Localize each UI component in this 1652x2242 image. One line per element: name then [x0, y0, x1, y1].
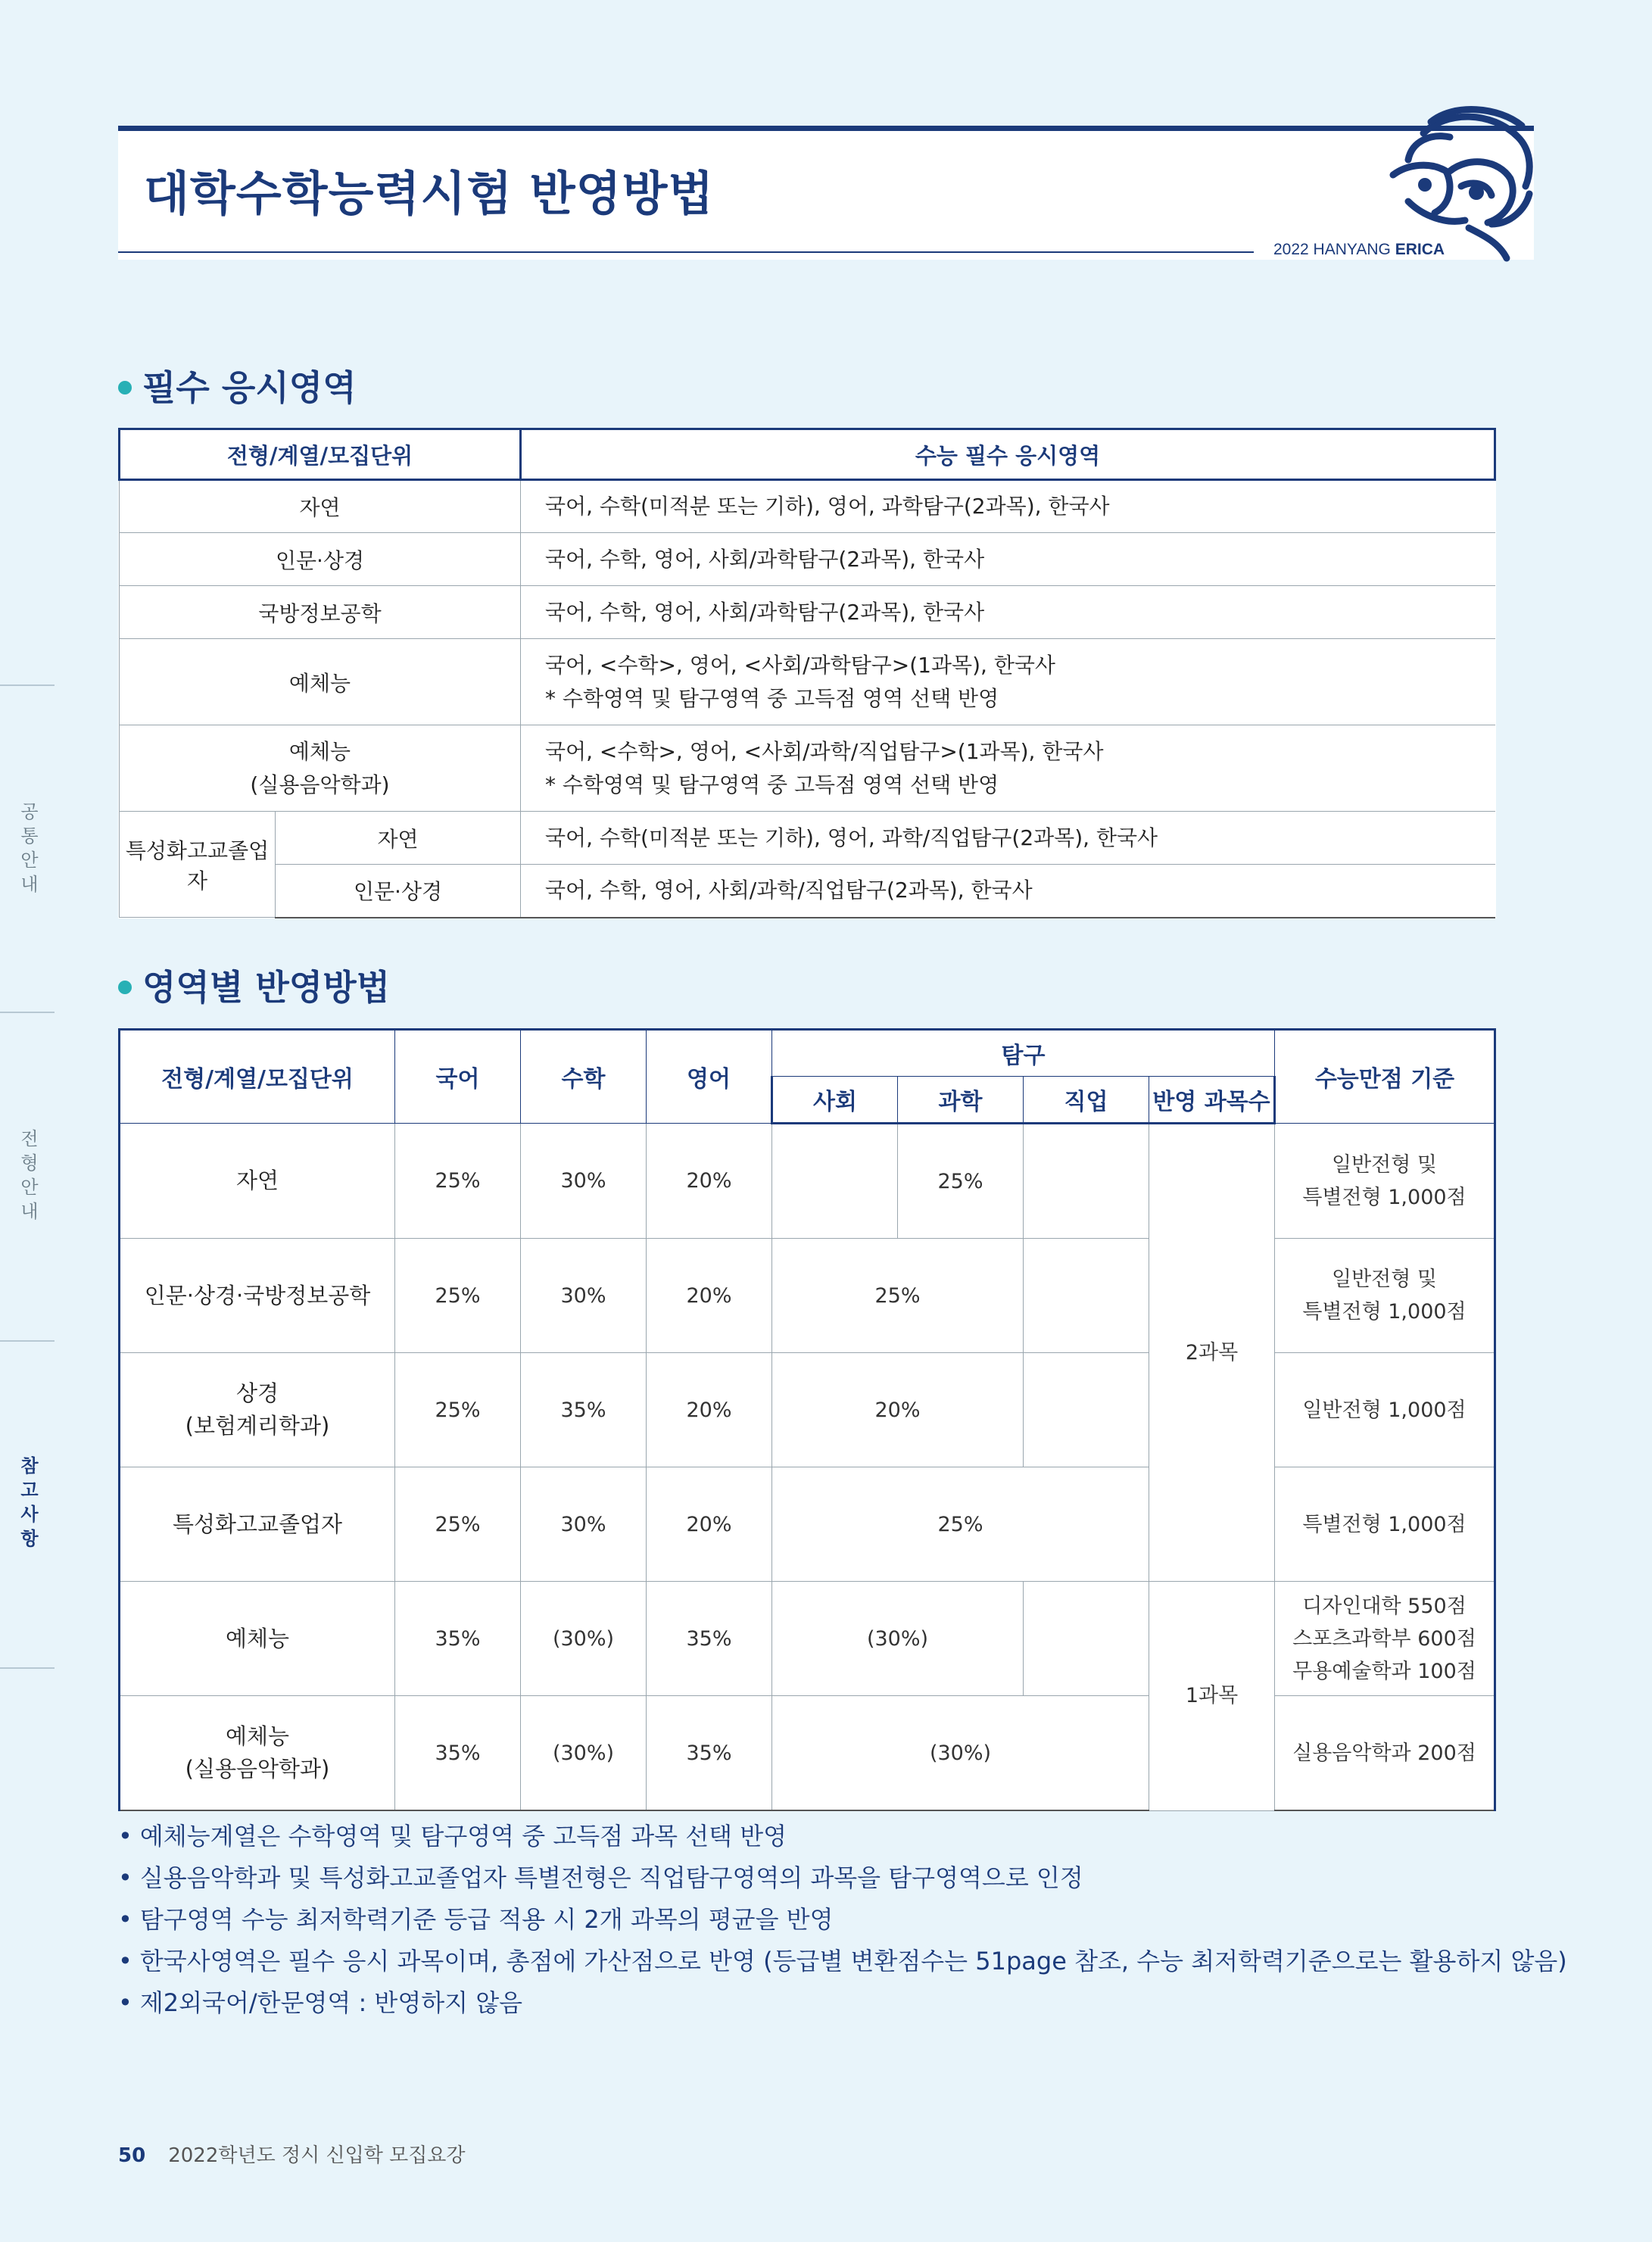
table-row — [120, 812, 1495, 865]
col-header-korean: 국어 — [395, 1030, 521, 1124]
section-title-required — [118, 360, 357, 410]
section-title-text: 필수 응시영역 — [142, 367, 357, 408]
vocational-cell — [1024, 1239, 1149, 1353]
math-cell: (30%) — [521, 1582, 647, 1696]
unit-line: 상경 — [235, 1380, 279, 1406]
table-row — [120, 865, 1495, 918]
document-name: 2022학년도 정시 신입학 모집요강 — [168, 2144, 466, 2167]
korean-cell: 35% — [395, 1696, 521, 1811]
full-score-line: 스포츠과학부 600점 — [1292, 1626, 1476, 1651]
full-score-cell: 실용음악학과 200점 — [1275, 1696, 1495, 1811]
unit-cell: 예체능 — [120, 639, 521, 725]
note-item: • 제2외국어/한문영역 : 반영하지 않음 — [118, 1982, 1567, 2024]
weighting-table — [118, 1028, 1496, 1811]
subjects-cell: 국어, 수학, 영어, 사회/과학/직업탐구(2과목), 한국사 — [521, 865, 1495, 918]
col-header-inquiry: 탐구 — [772, 1030, 1275, 1077]
subjects-cell: 국어, 수학, 영어, 사회/과학탐구(2과목), 한국사 — [521, 533, 1495, 586]
table-row — [120, 480, 1495, 533]
full-score-line: 디자인대학 550점 — [1302, 1594, 1467, 1618]
full-score-cell — [1275, 1239, 1495, 1353]
full-score-cell: 일반전형 1,000점 — [1275, 1353, 1495, 1467]
korean-cell: 35% — [395, 1582, 521, 1696]
table-header-row — [120, 1030, 1495, 1077]
section-title-weighting — [118, 960, 390, 1010]
korean-cell: 25% — [395, 1239, 521, 1353]
note-item: • 예체능계열은 수학영역 및 탐구영역 중 고득점 과목 선택 반영 — [118, 1816, 1567, 1857]
table-row — [120, 1582, 1495, 1696]
table-header-row — [120, 429, 1495, 480]
vocational-cell — [1024, 1582, 1149, 1696]
count-cell: 2과목 — [1149, 1124, 1275, 1582]
sub-unit-cell: 인문·상경 — [276, 865, 521, 918]
side-divider — [0, 1340, 55, 1342]
side-divider — [0, 684, 55, 686]
count-cell: 1과목 — [1149, 1582, 1275, 1811]
side-divider — [0, 1667, 55, 1669]
math-cell: 30% — [521, 1467, 647, 1582]
note-item: • 실용음악학과 및 특성화고교졸업자 특별전형은 직업탐구영역의 과목을 탐구영역으로 인정 — [118, 1857, 1567, 1899]
sub-unit-cell: 자연 — [276, 812, 521, 865]
vocational-cell — [1024, 1353, 1149, 1467]
table-row — [120, 1239, 1495, 1353]
col-header-social: 사회 — [772, 1077, 898, 1124]
subjects-line: 국어, <수학>, 영어, <사회/과학/직업탐구>(1과목), 한국사 — [545, 738, 1104, 764]
vocational-cell — [1024, 1124, 1149, 1239]
social-science-cell: 25% — [772, 1239, 1024, 1353]
subjects-note: * 수학영역 및 탐구영역 중 고득점 영역 선택 반영 — [545, 772, 999, 797]
col-header-count: 반영 과목수 — [1149, 1077, 1275, 1124]
full-score-cell — [1275, 1582, 1495, 1696]
unit-line: (실용음악학과) — [250, 772, 390, 797]
col-header-vocational: 직업 — [1024, 1077, 1149, 1124]
korean-cell: 25% — [395, 1353, 521, 1467]
col-header-full-score: 수능만점 기준 — [1275, 1030, 1495, 1124]
bullet-dot-icon — [118, 381, 132, 394]
col-header-science: 과학 — [898, 1077, 1024, 1124]
social-science-cell: 20% — [772, 1353, 1024, 1467]
brand-name: ERICA — [1395, 241, 1445, 258]
inquiry-cell: (30%) — [772, 1696, 1149, 1811]
english-cell: 20% — [647, 1353, 772, 1467]
korean-cell: 25% — [395, 1467, 521, 1582]
unit-cell: 예체능 — [120, 1582, 395, 1696]
page-title: 대학수학능력시험 반영방법 — [144, 166, 715, 221]
science-cell: 25% — [898, 1124, 1024, 1239]
full-score-line: 일반전형 및 — [1332, 1268, 1437, 1291]
table-row — [120, 1696, 1495, 1811]
english-cell: 20% — [647, 1467, 772, 1582]
unit-cell: 인문·상경 — [120, 533, 521, 586]
table-row — [120, 533, 1495, 586]
notes-list — [118, 1816, 1567, 2024]
subjects-cell: 국어, 수학(미적분 또는 기하), 영어, 과학/직업탐구(2과목), 한국사 — [521, 812, 1495, 865]
table-row — [120, 1124, 1495, 1239]
side-nav-common[interactable]: 공통안내 — [20, 801, 39, 895]
brand-year: 2022 HANYANG — [1273, 241, 1391, 258]
col-header-english: 영어 — [647, 1030, 772, 1124]
lion-logo-icon — [1378, 103, 1537, 265]
english-cell: 20% — [647, 1124, 772, 1239]
table-row — [120, 725, 1495, 812]
table-row — [120, 639, 1495, 725]
subjects-line: 국어, <수학>, 영어, <사회/과학탐구>(1과목), 한국사 — [545, 652, 1055, 678]
unit-line: (실용음악학과) — [185, 1756, 330, 1782]
subjects-cell — [521, 639, 1495, 725]
table-row — [120, 1353, 1495, 1467]
social-cell — [772, 1124, 898, 1239]
unit-cell — [120, 1353, 395, 1467]
unit-cell: 인문·상경·국방정보공학 — [120, 1239, 395, 1353]
unit-cell — [120, 1696, 395, 1811]
footer — [118, 2140, 466, 2168]
full-score-line: 특별전형 1,000점 — [1302, 1300, 1467, 1324]
side-nav-admission[interactable]: 전형안내 — [20, 1128, 39, 1222]
unit-cell: 자연 — [120, 480, 521, 533]
full-score-cell: 특별전형 1,000점 — [1275, 1467, 1495, 1582]
english-cell: 35% — [647, 1696, 772, 1811]
col-header-unit: 전형/계열/모집단위 — [120, 429, 521, 480]
header-divider — [118, 251, 1254, 253]
unit-line: (보험계리학과) — [185, 1413, 330, 1439]
social-science-cell: (30%) — [772, 1582, 1024, 1696]
unit-cell: 국방정보공학 — [120, 586, 521, 639]
page-number: 50 — [118, 2144, 146, 2167]
subjects-cell: 국어, 수학, 영어, 사회/과학탐구(2과목), 한국사 — [521, 586, 1495, 639]
required-subjects-table — [118, 428, 1496, 918]
table-row — [120, 1467, 1495, 1582]
full-score-cell — [1275, 1124, 1495, 1239]
subjects-note: * 수학영역 및 탐구영역 중 고득점 영역 선택 반영 — [545, 685, 999, 711]
side-nav-reference[interactable]: 참고사항 — [20, 1455, 39, 1549]
unit-cell: 특성화고교졸업자 — [120, 812, 276, 918]
col-header-unit: 전형/계열/모집단위 — [120, 1030, 395, 1124]
col-header-required: 수능 필수 응시영역 — [521, 429, 1495, 480]
note-item: • 탐구영역 수능 최저학력기준 등급 적용 시 2개 과목의 평균을 반영 — [118, 1899, 1567, 1941]
unit-line: 예체능 — [288, 738, 351, 764]
math-cell: (30%) — [521, 1696, 647, 1811]
side-divider — [0, 1012, 55, 1013]
unit-line: 예체능 — [225, 1723, 290, 1749]
unit-cell: 자연 — [120, 1124, 395, 1239]
unit-cell: 특성화고교졸업자 — [120, 1467, 395, 1582]
full-score-line: 특별전형 1,000점 — [1302, 1185, 1467, 1209]
korean-cell: 25% — [395, 1124, 521, 1239]
english-cell: 35% — [647, 1582, 772, 1696]
bullet-dot-icon — [118, 981, 132, 994]
subjects-cell — [521, 725, 1495, 812]
table-row — [120, 586, 1495, 639]
full-score-line: 일반전형 및 — [1332, 1152, 1437, 1177]
unit-cell — [120, 725, 521, 812]
subjects-cell: 국어, 수학(미적분 또는 기하), 영어, 과학탐구(2과목), 한국사 — [521, 480, 1495, 533]
math-cell: 30% — [521, 1124, 647, 1239]
english-cell: 20% — [647, 1239, 772, 1353]
note-item: • 한국사영역은 필수 응시 과목이며, 총점에 가산점으로 반영 (등급별 변환점수는 51page 참조, 수능 최저학력기준으로는 활용하지 않음) — [118, 1941, 1567, 1982]
full-score-line: 무용예술학과 100점 — [1292, 1659, 1476, 1683]
math-cell: 35% — [521, 1353, 647, 1467]
math-cell: 30% — [521, 1239, 647, 1353]
section-title-text: 영역별 반영방법 — [142, 967, 391, 1008]
inquiry-cell: 25% — [772, 1467, 1149, 1582]
col-header-math: 수학 — [521, 1030, 647, 1124]
